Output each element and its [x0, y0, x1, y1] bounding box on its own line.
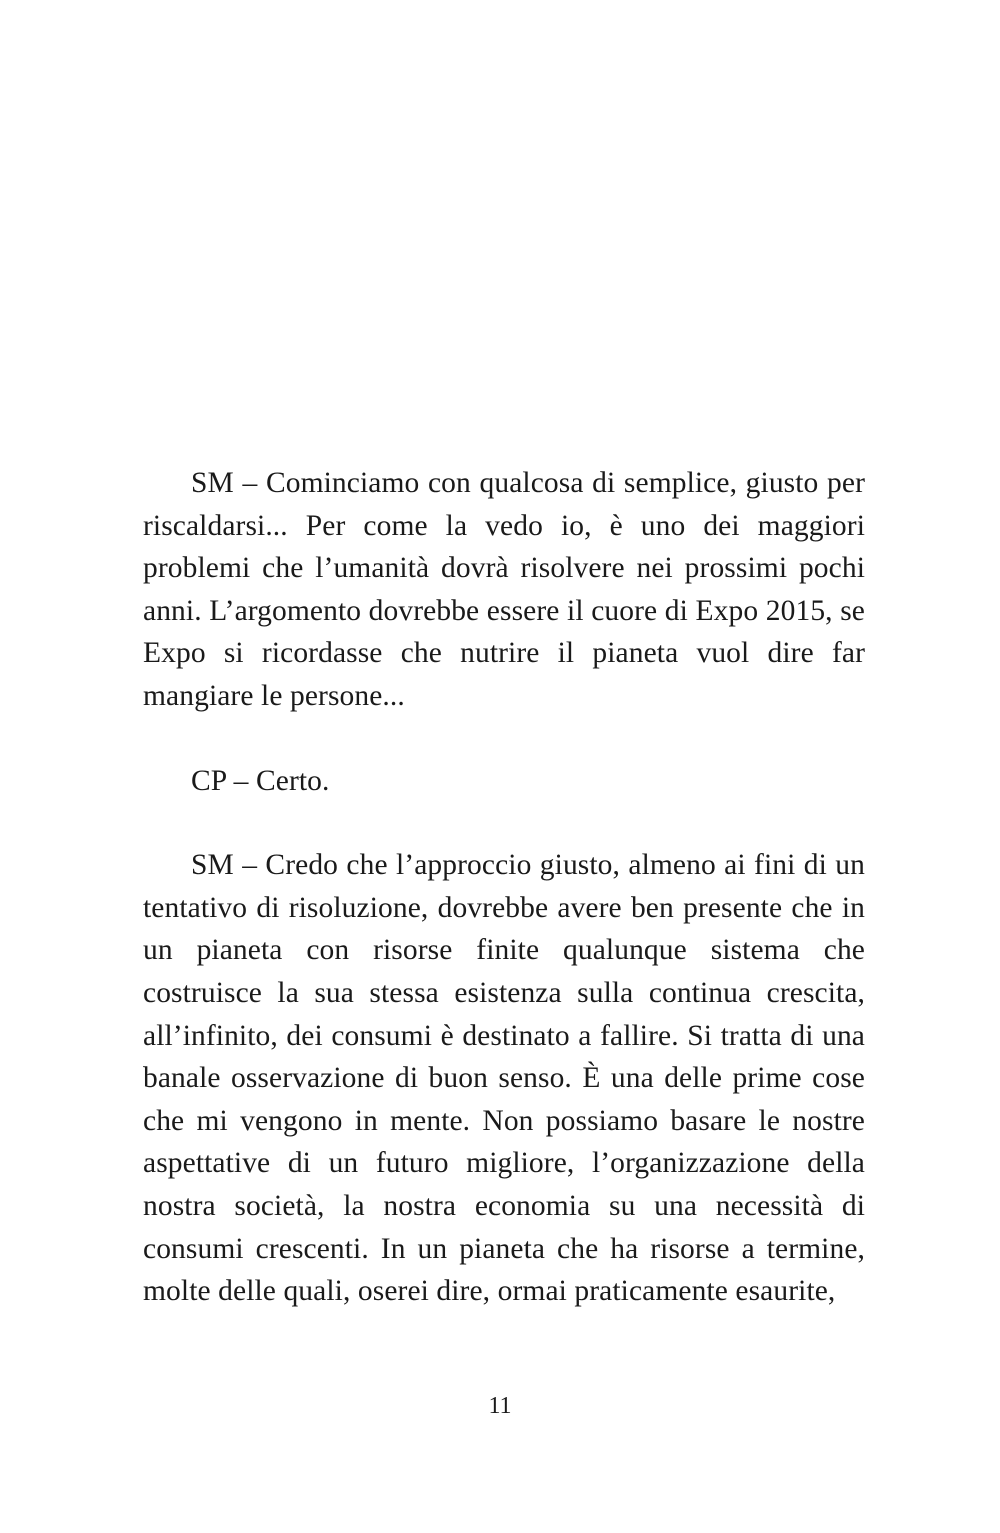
page-body-text — [143, 462, 865, 1313]
page-number: 11 — [488, 1393, 512, 1419]
paragraph-sm-opening: SM – Cominciamo con qualcosa di semplice, giusto per riscaldarsi... Per come la vedo io, è uno dei maggiori problemi che l’umanità dovrà risolvere nei prossimi pochi anni. L’argomento dovrebbe essere il cuore di Expo 2015, se Expo si ricordasse che nutrire il pianeta vuol dire far mangiare le persone... — [143, 467, 865, 712]
paragraph-sm-second: SM – Credo che l’approccio giusto, almeno ai fini di un tentativo di risoluzione, dovrebbe avere ben presente che in un pianeta con risorse finite qualunque sistema che costruisce la sua stessa esistenza sulla continua crescita, all’infinito, dei consumi è destinato a fallire. Si tratta di una banale osservazione di buon senso. È una delle prime cose che mi vengono in mente. Non possiamo basare le nostre aspettative di un futuro migliore, l’organizzazione della nostra società, la nostra economia su una necessità di consumi crescenti. In un pianeta che ha risorse a termine, molte delle quali, oserei dire, ormai praticamente esaurite, — [143, 849, 865, 1308]
paragraph-cp-reply: CP – Certo. — [191, 764, 330, 797]
